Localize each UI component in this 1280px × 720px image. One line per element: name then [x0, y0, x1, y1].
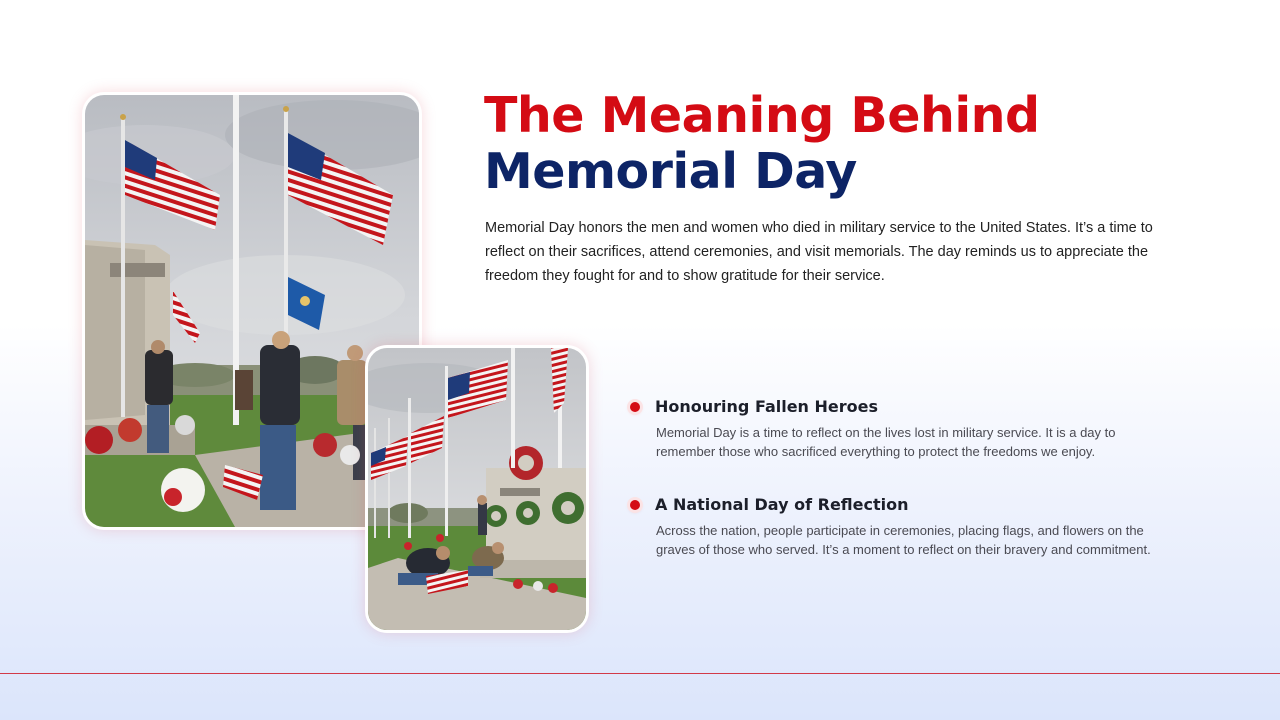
point-text: Memorial Day is a time to reflect on the lives lost in military service. It is a day to remember those who sacrificed everything to protect the freedoms we enjoy.	[656, 425, 1116, 459]
placing-flags-image	[368, 348, 586, 630]
title-line-navy: Memorial Day	[484, 143, 857, 200]
page-title	[484, 88, 1040, 200]
point-heading: Honouring Fallen Heroes	[655, 397, 879, 416]
footer-divider	[0, 673, 1280, 674]
point-heading: A National Day of Reflection	[655, 495, 909, 514]
point-text: Across the nation, people participate in ceremonies, placing flags, and flowers on the graves of those who served. It’s a moment to reflect on their bravery and commitment.	[656, 523, 1151, 557]
bullet-dot-icon	[630, 500, 640, 510]
bullet-dot-icon	[630, 402, 640, 412]
intro-paragraph: Memorial Day honors the men and women who died in military service to the United States. It’s a time to reflect on their sacrifices, attend ceremonies, and visit memorials. The day reminds us to appreciate the freedom they fought for and to show gratitude for their service.	[485, 220, 1153, 284]
title-line-red: The Meaning Behind	[484, 87, 1040, 144]
placing-flags-photo	[365, 345, 589, 633]
